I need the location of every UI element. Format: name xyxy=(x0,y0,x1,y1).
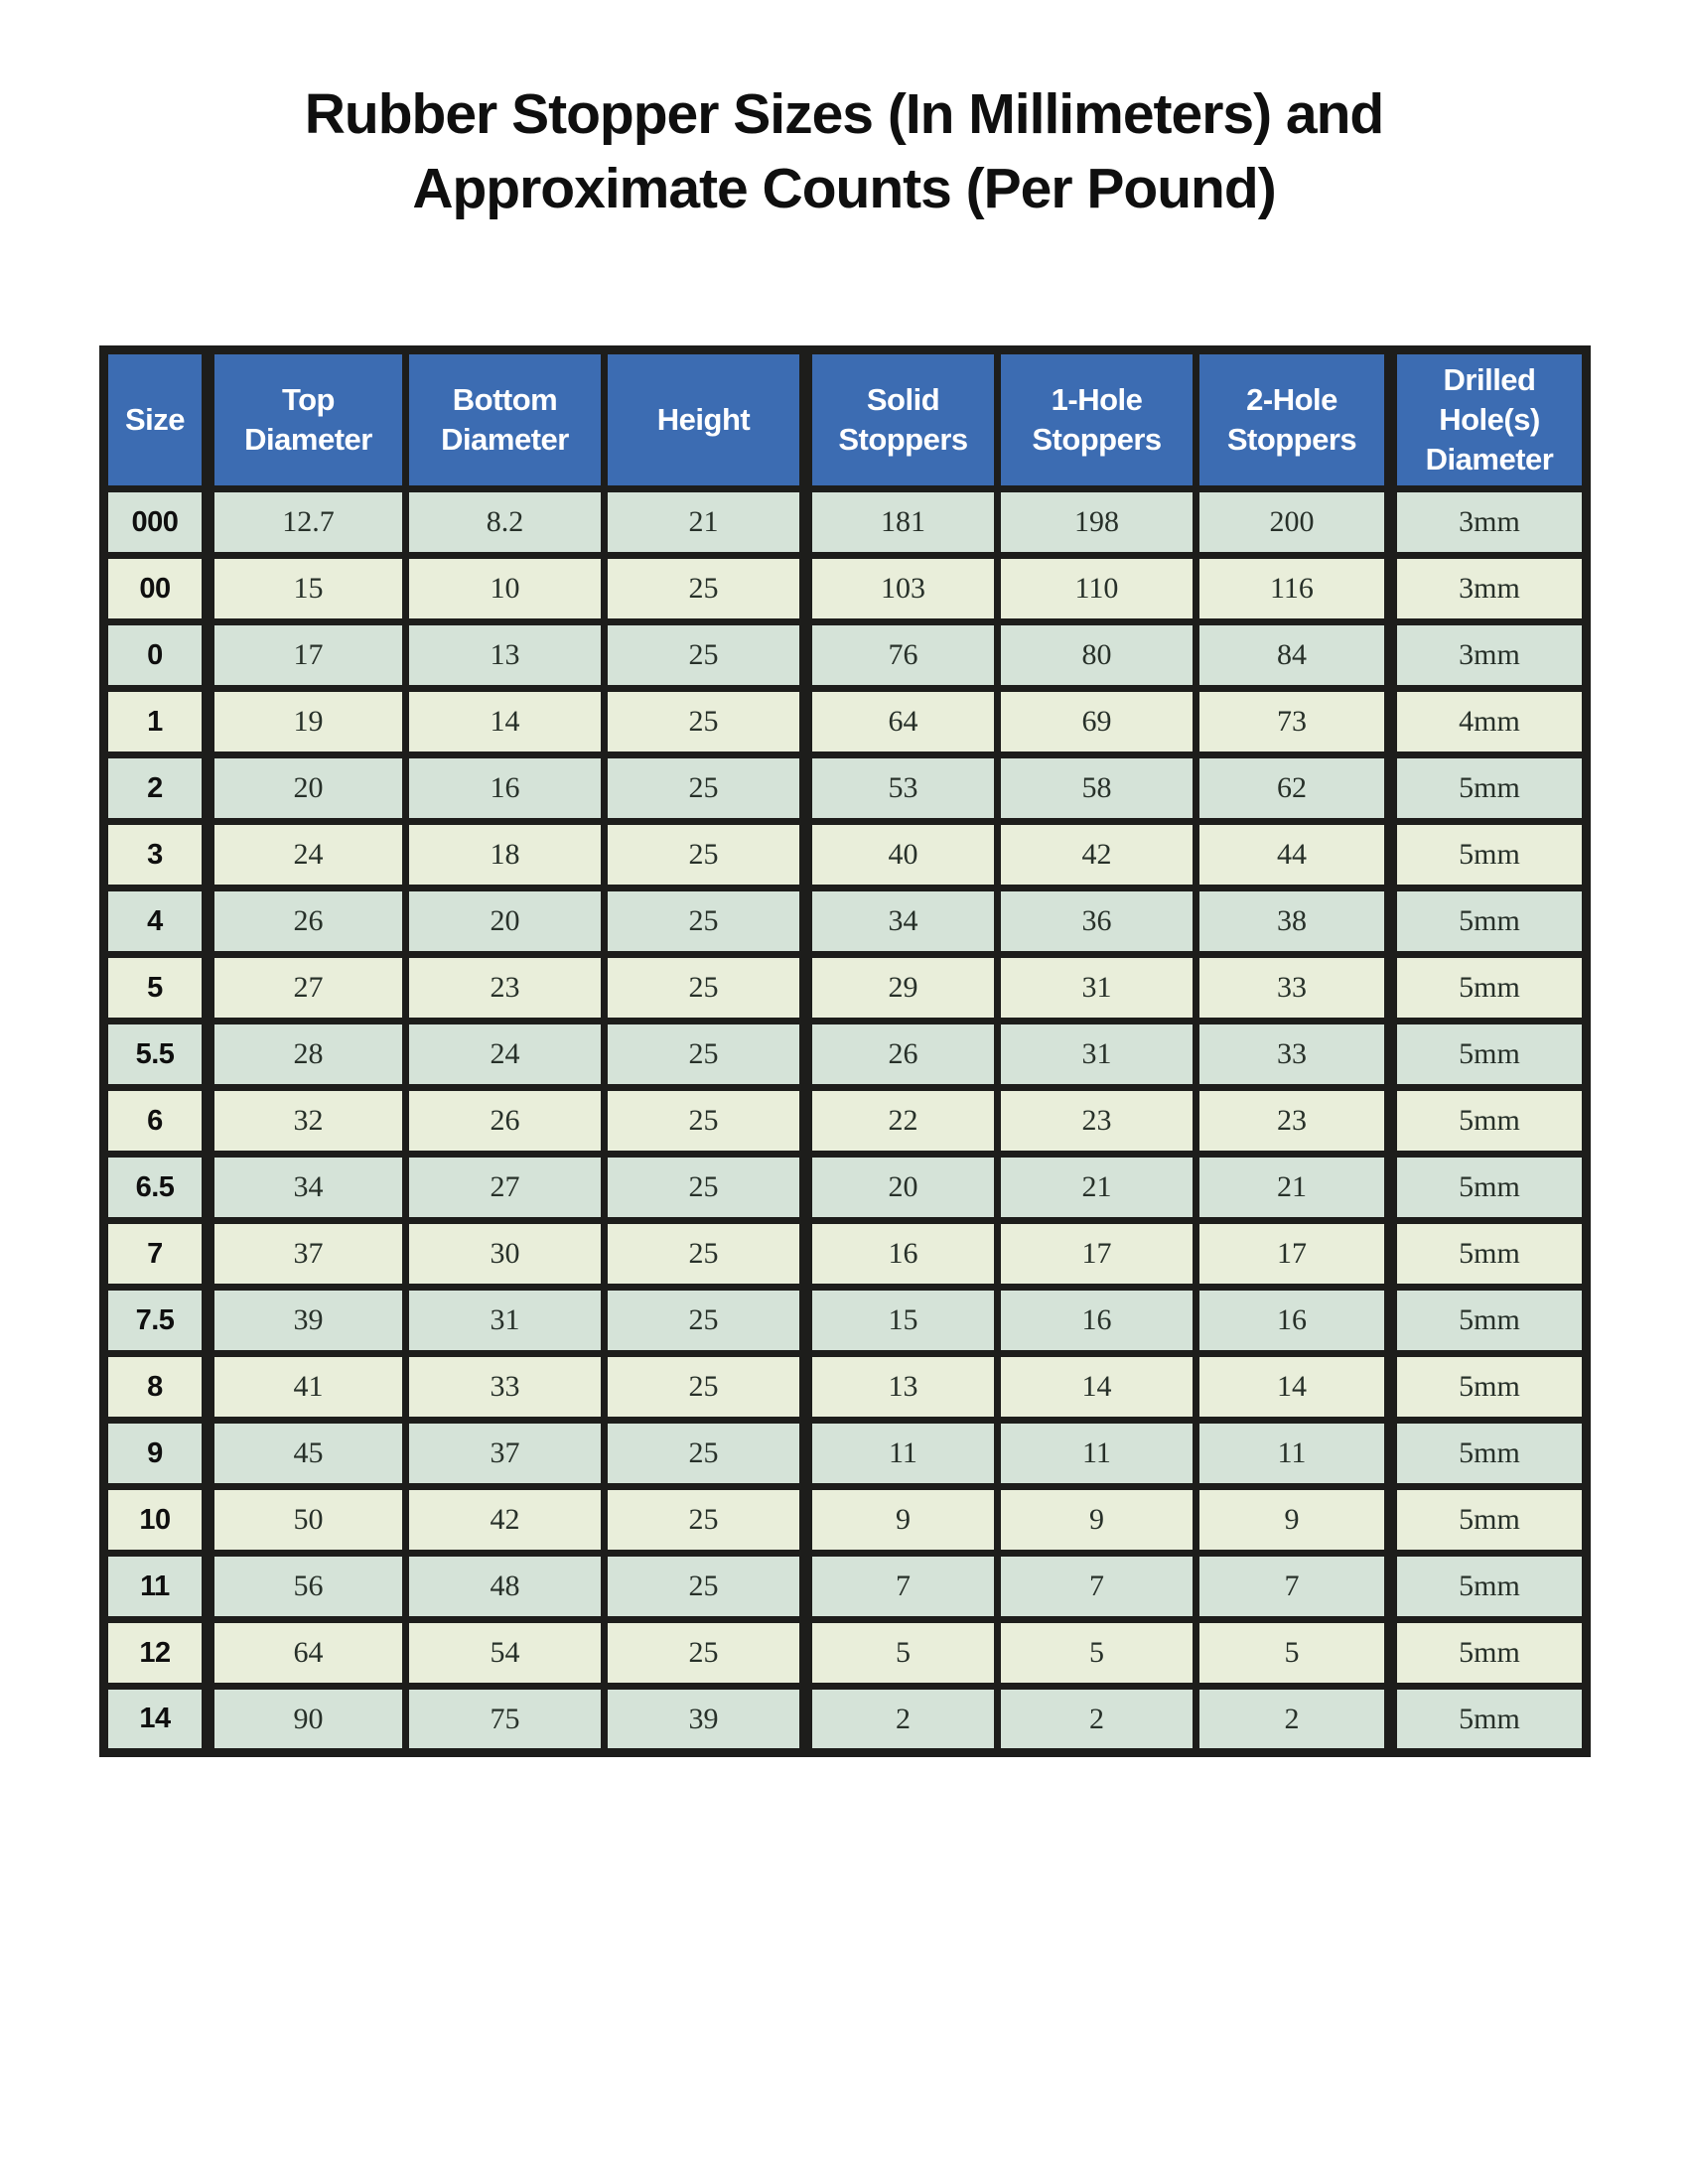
cell-2hole-stoppers: 2 xyxy=(1196,1687,1391,1753)
cell-1hole-stoppers: 9 xyxy=(998,1487,1196,1554)
table-row xyxy=(104,822,1587,888)
cell-solid-stoppers: 20 xyxy=(806,1155,998,1221)
cell-top-diameter: 41 xyxy=(209,1354,406,1421)
table-row xyxy=(104,1620,1587,1687)
col-header-bottom-diameter: Bottom Diameter xyxy=(406,350,605,489)
cell-2hole-stoppers: 11 xyxy=(1196,1421,1391,1487)
cell-2hole-stoppers: 9 xyxy=(1196,1487,1391,1554)
cell-1hole-stoppers: 7 xyxy=(998,1554,1196,1620)
cell-solid-stoppers: 29 xyxy=(806,955,998,1022)
table-body xyxy=(104,489,1587,1753)
cell-bottom-diameter: 14 xyxy=(406,689,605,755)
table-row xyxy=(104,1687,1587,1753)
header-row xyxy=(104,350,1587,489)
cell-height: 25 xyxy=(605,1155,806,1221)
cell-size: 4 xyxy=(104,888,209,955)
cell-1hole-stoppers: 11 xyxy=(998,1421,1196,1487)
cell-1hole-stoppers: 23 xyxy=(998,1088,1196,1155)
cell-drilled-diameter: 5mm xyxy=(1391,1088,1587,1155)
cell-height: 21 xyxy=(605,489,806,556)
cell-drilled-diameter: 3mm xyxy=(1391,489,1587,556)
cell-size: 8 xyxy=(104,1354,209,1421)
cell-height: 25 xyxy=(605,1421,806,1487)
table-row xyxy=(104,689,1587,755)
cell-size: 5.5 xyxy=(104,1022,209,1088)
cell-bottom-diameter: 20 xyxy=(406,888,605,955)
cell-drilled-diameter: 5mm xyxy=(1391,1022,1587,1088)
cell-2hole-stoppers: 21 xyxy=(1196,1155,1391,1221)
title-line-2: Approximate Counts (Per Pound) xyxy=(412,157,1276,221)
cell-drilled-diameter: 3mm xyxy=(1391,556,1587,622)
cell-top-diameter: 34 xyxy=(209,1155,406,1221)
cell-height: 25 xyxy=(605,822,806,888)
table-row xyxy=(104,1554,1587,1620)
cell-bottom-diameter: 23 xyxy=(406,955,605,1022)
cell-top-diameter: 28 xyxy=(209,1022,406,1088)
cell-top-diameter: 39 xyxy=(209,1288,406,1354)
table-row xyxy=(104,556,1587,622)
col-header-2hole-stoppers: 2-Hole Stoppers xyxy=(1196,350,1391,489)
cell-2hole-stoppers: 116 xyxy=(1196,556,1391,622)
table-row xyxy=(104,1088,1587,1155)
cell-1hole-stoppers: 31 xyxy=(998,1022,1196,1088)
table-row xyxy=(104,1487,1587,1554)
cell-size: 3 xyxy=(104,822,209,888)
cell-height: 25 xyxy=(605,622,806,689)
cell-top-diameter: 45 xyxy=(209,1421,406,1487)
cell-1hole-stoppers: 42 xyxy=(998,822,1196,888)
cell-drilled-diameter: 5mm xyxy=(1391,1620,1587,1687)
cell-1hole-stoppers: 14 xyxy=(998,1354,1196,1421)
cell-height: 25 xyxy=(605,1620,806,1687)
cell-top-diameter: 19 xyxy=(209,689,406,755)
cell-2hole-stoppers: 73 xyxy=(1196,689,1391,755)
cell-2hole-stoppers: 44 xyxy=(1196,822,1391,888)
cell-2hole-stoppers: 23 xyxy=(1196,1088,1391,1155)
cell-2hole-stoppers: 33 xyxy=(1196,1022,1391,1088)
cell-drilled-diameter: 5mm xyxy=(1391,1155,1587,1221)
cell-size: 7.5 xyxy=(104,1288,209,1354)
cell-drilled-diameter: 3mm xyxy=(1391,622,1587,689)
cell-bottom-diameter: 8.2 xyxy=(406,489,605,556)
cell-size: 10 xyxy=(104,1487,209,1554)
cell-height: 25 xyxy=(605,556,806,622)
cell-bottom-diameter: 27 xyxy=(406,1155,605,1221)
cell-top-diameter: 90 xyxy=(209,1687,406,1753)
cell-top-diameter: 24 xyxy=(209,822,406,888)
col-header-height: Height xyxy=(605,350,806,489)
cell-solid-stoppers: 15 xyxy=(806,1288,998,1354)
cell-height: 25 xyxy=(605,1354,806,1421)
cell-2hole-stoppers: 62 xyxy=(1196,755,1391,822)
cell-drilled-diameter: 4mm xyxy=(1391,689,1587,755)
cell-size: 6 xyxy=(104,1088,209,1155)
cell-2hole-stoppers: 200 xyxy=(1196,489,1391,556)
cell-height: 25 xyxy=(605,1288,806,1354)
cell-top-diameter: 37 xyxy=(209,1221,406,1288)
cell-2hole-stoppers: 38 xyxy=(1196,888,1391,955)
cell-height: 25 xyxy=(605,1088,806,1155)
cell-bottom-diameter: 75 xyxy=(406,1687,605,1753)
table-row xyxy=(104,489,1587,556)
cell-2hole-stoppers: 5 xyxy=(1196,1620,1391,1687)
cell-size: 9 xyxy=(104,1421,209,1487)
cell-bottom-diameter: 33 xyxy=(406,1354,605,1421)
cell-1hole-stoppers: 58 xyxy=(998,755,1196,822)
cell-size: 11 xyxy=(104,1554,209,1620)
cell-size: 2 xyxy=(104,755,209,822)
cell-1hole-stoppers: 80 xyxy=(998,622,1196,689)
cell-1hole-stoppers: 198 xyxy=(998,489,1196,556)
cell-bottom-diameter: 31 xyxy=(406,1288,605,1354)
cell-1hole-stoppers: 16 xyxy=(998,1288,1196,1354)
cell-height: 25 xyxy=(605,1022,806,1088)
cell-size: 14 xyxy=(104,1687,209,1753)
cell-1hole-stoppers: 17 xyxy=(998,1221,1196,1288)
cell-bottom-diameter: 30 xyxy=(406,1221,605,1288)
cell-drilled-diameter: 5mm xyxy=(1391,822,1587,888)
cell-top-diameter: 12.7 xyxy=(209,489,406,556)
table-row xyxy=(104,955,1587,1022)
cell-2hole-stoppers: 7 xyxy=(1196,1554,1391,1620)
cell-bottom-diameter: 10 xyxy=(406,556,605,622)
stopper-size-table xyxy=(99,345,1591,1757)
cell-2hole-stoppers: 33 xyxy=(1196,955,1391,1022)
cell-height: 39 xyxy=(605,1687,806,1753)
cell-solid-stoppers: 11 xyxy=(806,1421,998,1487)
cell-height: 25 xyxy=(605,755,806,822)
cell-top-diameter: 50 xyxy=(209,1487,406,1554)
col-header-1hole-stoppers: 1-Hole Stoppers xyxy=(998,350,1196,489)
cell-2hole-stoppers: 84 xyxy=(1196,622,1391,689)
cell-height: 25 xyxy=(605,689,806,755)
table-row xyxy=(104,1221,1587,1288)
cell-top-diameter: 17 xyxy=(209,622,406,689)
cell-top-diameter: 56 xyxy=(209,1554,406,1620)
cell-1hole-stoppers: 110 xyxy=(998,556,1196,622)
cell-drilled-diameter: 5mm xyxy=(1391,888,1587,955)
cell-top-diameter: 32 xyxy=(209,1088,406,1155)
cell-solid-stoppers: 5 xyxy=(806,1620,998,1687)
cell-bottom-diameter: 24 xyxy=(406,1022,605,1088)
cell-1hole-stoppers: 5 xyxy=(998,1620,1196,1687)
cell-height: 25 xyxy=(605,1487,806,1554)
cell-drilled-diameter: 5mm xyxy=(1391,755,1587,822)
cell-1hole-stoppers: 36 xyxy=(998,888,1196,955)
cell-size: 12 xyxy=(104,1620,209,1687)
cell-size: 6.5 xyxy=(104,1155,209,1221)
cell-solid-stoppers: 53 xyxy=(806,755,998,822)
cell-size: 1 xyxy=(104,689,209,755)
cell-bottom-diameter: 13 xyxy=(406,622,605,689)
cell-height: 25 xyxy=(605,1554,806,1620)
cell-1hole-stoppers: 31 xyxy=(998,955,1196,1022)
cell-drilled-diameter: 5mm xyxy=(1391,955,1587,1022)
cell-top-diameter: 20 xyxy=(209,755,406,822)
cell-1hole-stoppers: 21 xyxy=(998,1155,1196,1221)
col-header-drilled-diameter: Drilled Hole(s) Diameter xyxy=(1391,350,1587,489)
cell-solid-stoppers: 181 xyxy=(806,489,998,556)
table-row xyxy=(104,888,1587,955)
cell-bottom-diameter: 16 xyxy=(406,755,605,822)
cell-1hole-stoppers: 2 xyxy=(998,1687,1196,1753)
cell-solid-stoppers: 9 xyxy=(806,1487,998,1554)
cell-drilled-diameter: 5mm xyxy=(1391,1554,1587,1620)
table-row xyxy=(104,1288,1587,1354)
col-header-top-diameter: Top Diameter xyxy=(209,350,406,489)
cell-size: 7 xyxy=(104,1221,209,1288)
cell-drilled-diameter: 5mm xyxy=(1391,1687,1587,1753)
table-row xyxy=(104,755,1587,822)
cell-drilled-diameter: 5mm xyxy=(1391,1487,1587,1554)
table-row xyxy=(104,1022,1587,1088)
cell-bottom-diameter: 18 xyxy=(406,822,605,888)
cell-solid-stoppers: 76 xyxy=(806,622,998,689)
table-row xyxy=(104,1421,1587,1487)
cell-bottom-diameter: 42 xyxy=(406,1487,605,1554)
cell-top-diameter: 26 xyxy=(209,888,406,955)
cell-top-diameter: 15 xyxy=(209,556,406,622)
cell-2hole-stoppers: 14 xyxy=(1196,1354,1391,1421)
cell-top-diameter: 27 xyxy=(209,955,406,1022)
cell-bottom-diameter: 37 xyxy=(406,1421,605,1487)
cell-size: 0 xyxy=(104,622,209,689)
cell-2hole-stoppers: 16 xyxy=(1196,1288,1391,1354)
cell-height: 25 xyxy=(605,888,806,955)
cell-solid-stoppers: 40 xyxy=(806,822,998,888)
cell-size: 5 xyxy=(104,955,209,1022)
cell-drilled-diameter: 5mm xyxy=(1391,1354,1587,1421)
cell-size: 000 xyxy=(104,489,209,556)
table-row xyxy=(104,1155,1587,1221)
cell-solid-stoppers: 64 xyxy=(806,689,998,755)
cell-solid-stoppers: 103 xyxy=(806,556,998,622)
cell-solid-stoppers: 2 xyxy=(806,1687,998,1753)
cell-2hole-stoppers: 17 xyxy=(1196,1221,1391,1288)
cell-solid-stoppers: 22 xyxy=(806,1088,998,1155)
cell-1hole-stoppers: 69 xyxy=(998,689,1196,755)
cell-drilled-diameter: 5mm xyxy=(1391,1288,1587,1354)
col-header-size: Size xyxy=(104,350,209,489)
cell-size: 00 xyxy=(104,556,209,622)
cell-top-diameter: 64 xyxy=(209,1620,406,1687)
cell-drilled-diameter: 5mm xyxy=(1391,1221,1587,1288)
cell-solid-stoppers: 26 xyxy=(806,1022,998,1088)
title-line-1: Rubber Stopper Sizes (In Millimeters) and xyxy=(304,82,1384,146)
cell-drilled-diameter: 5mm xyxy=(1391,1421,1587,1487)
cell-bottom-diameter: 54 xyxy=(406,1620,605,1687)
cell-height: 25 xyxy=(605,955,806,1022)
cell-solid-stoppers: 16 xyxy=(806,1221,998,1288)
cell-solid-stoppers: 34 xyxy=(806,888,998,955)
cell-solid-stoppers: 13 xyxy=(806,1354,998,1421)
page-title xyxy=(0,77,1688,226)
table-row xyxy=(104,622,1587,689)
col-header-solid-stoppers: Solid Stoppers xyxy=(806,350,998,489)
table-row xyxy=(104,1354,1587,1421)
cell-bottom-diameter: 26 xyxy=(406,1088,605,1155)
cell-bottom-diameter: 48 xyxy=(406,1554,605,1620)
cell-solid-stoppers: 7 xyxy=(806,1554,998,1620)
cell-height: 25 xyxy=(605,1221,806,1288)
